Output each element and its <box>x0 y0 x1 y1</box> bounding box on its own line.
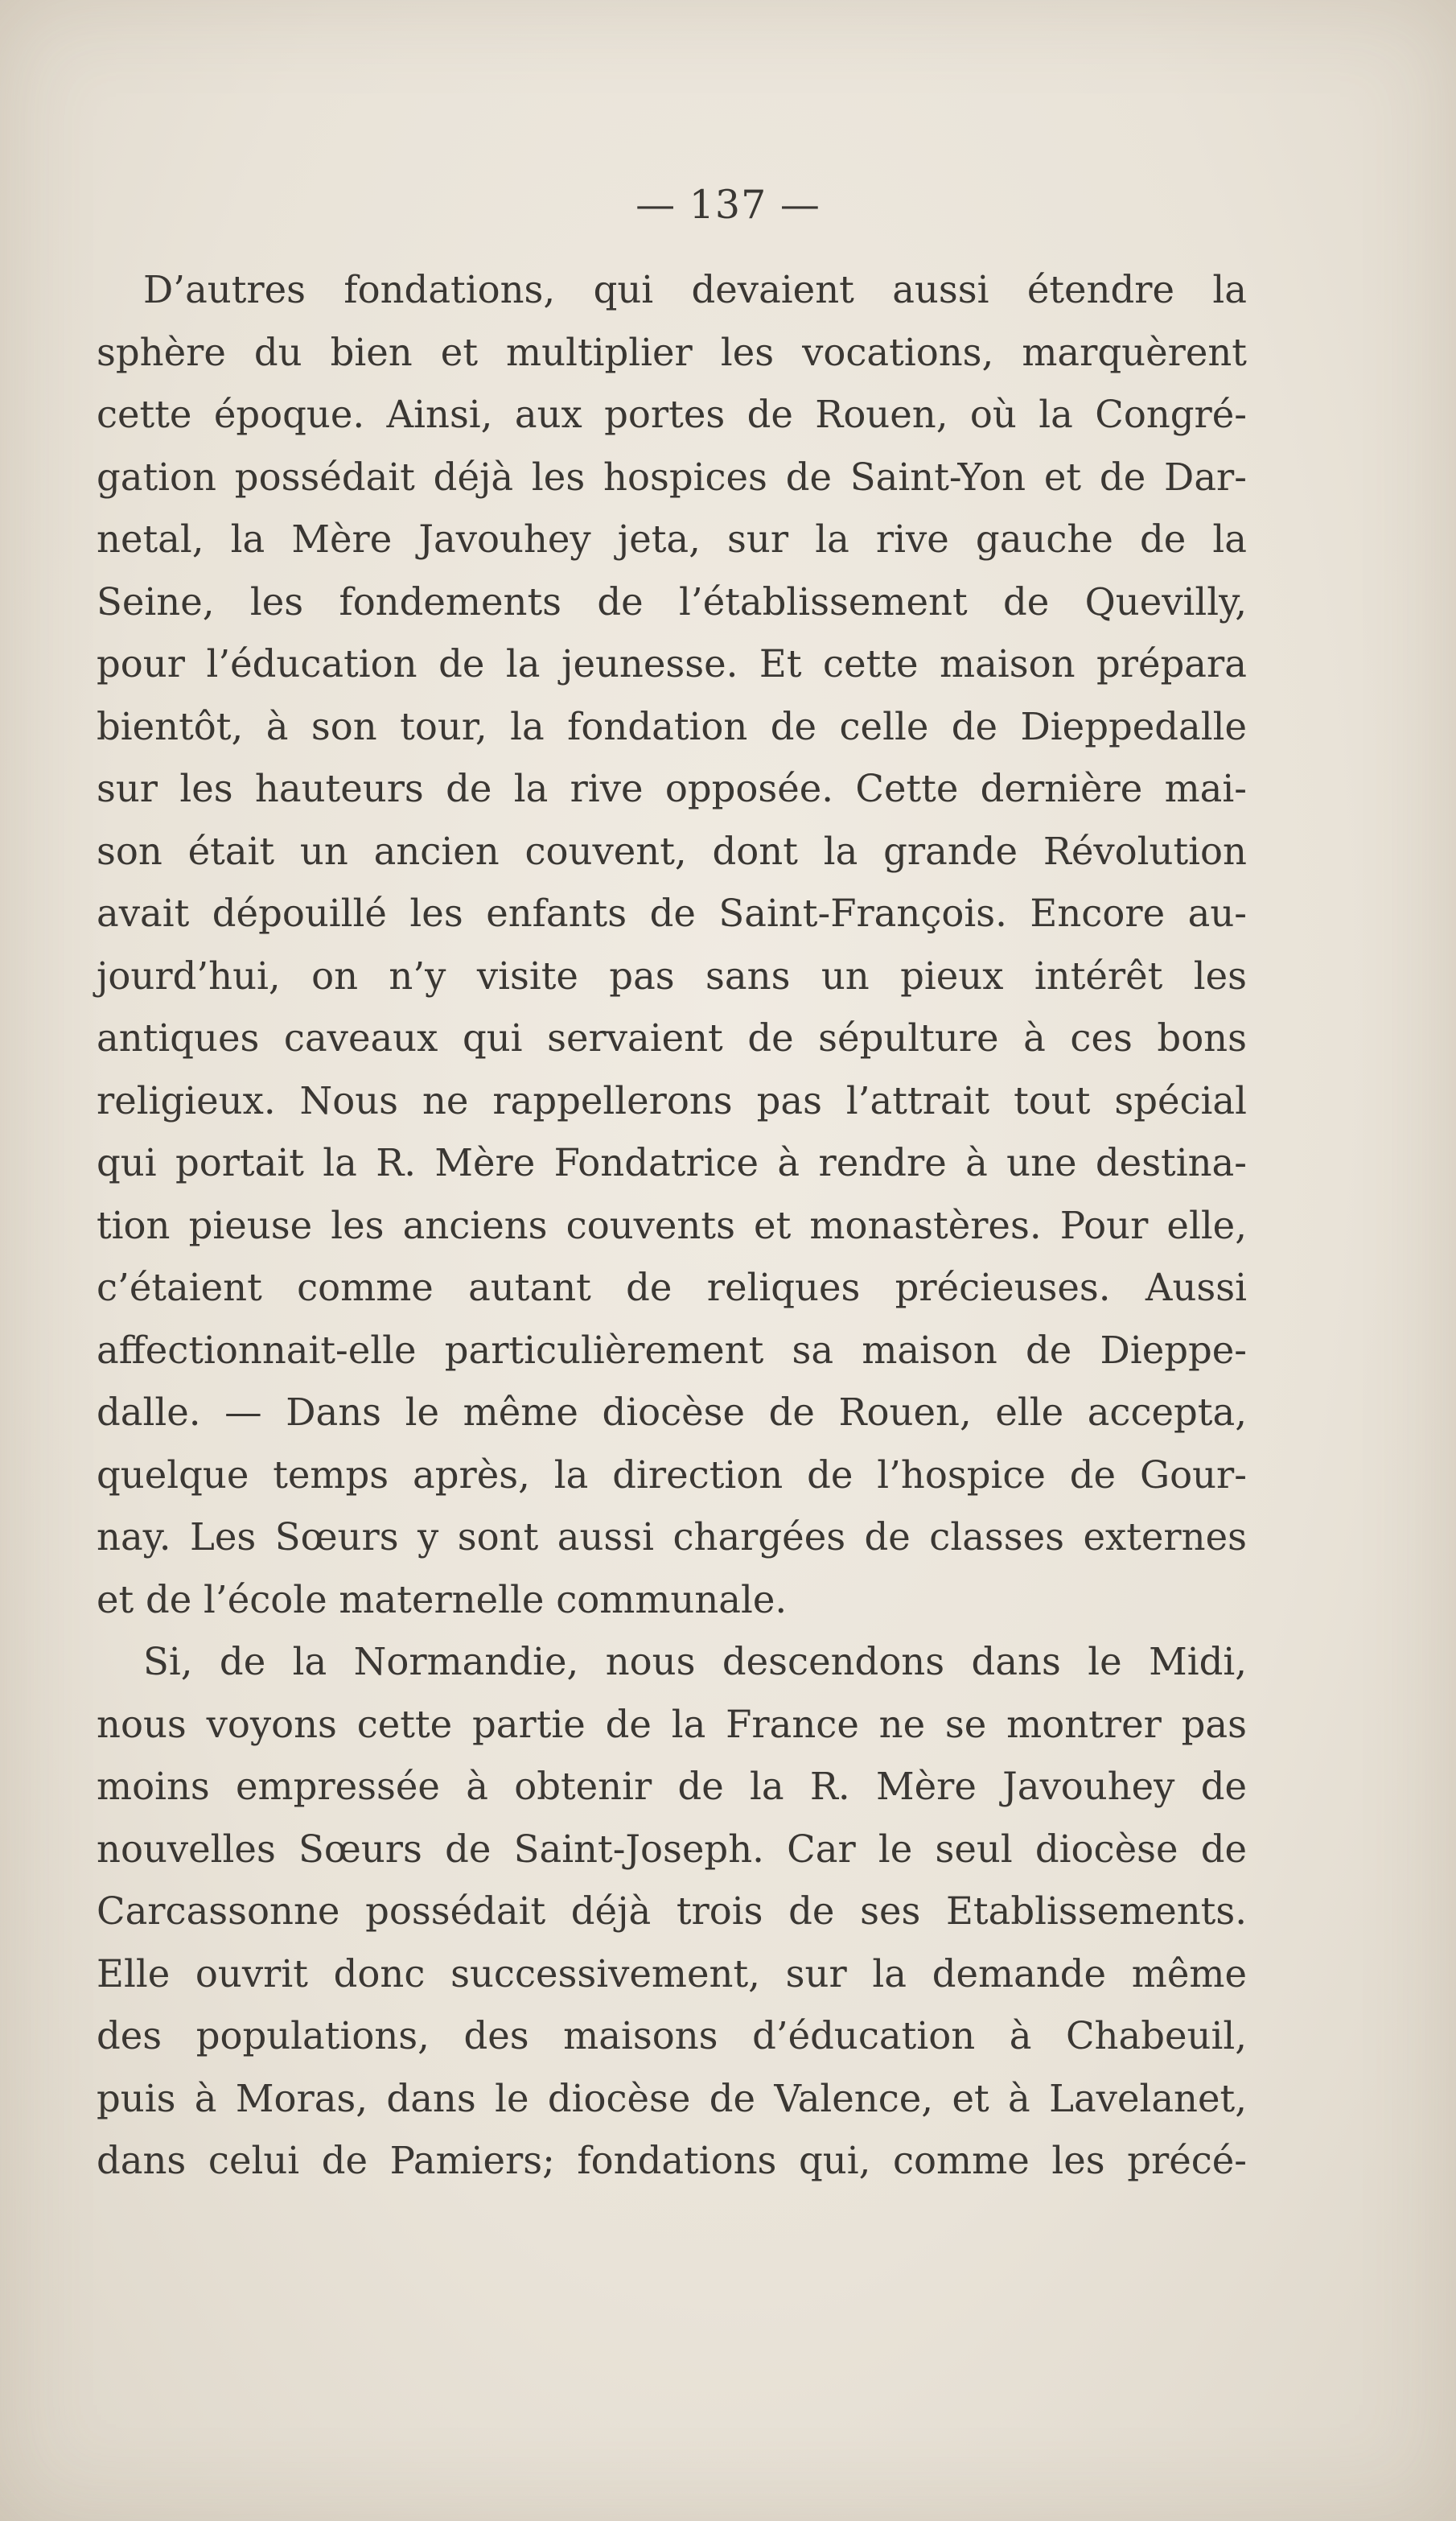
text-line: sphère du bien et multiplier les vocations, marquèrent <box>97 330 1247 374</box>
text-line: tion pieuse les anciens couvents et monastères. Pour elle, <box>97 1203 1247 1247</box>
text-line: dalle. — Dans le même diocèse de Rouen, elle accepta, <box>97 1390 1247 1434</box>
text-line: gation possédait déjà les hospices de Saint-Yon et de Dar- <box>97 455 1247 499</box>
page-number: — 137 — <box>635 182 821 228</box>
text-line: qui portait la R. Mère Fondatrice à rendre à une destina- <box>97 1141 1247 1184</box>
text-line: sur les hauteurs de la rive opposée. Cette dernière mai- <box>97 767 1247 810</box>
paragraph-2 <box>97 1631 1247 2193</box>
text-line: Si, de la Normandie, nous descendons dans le Midi, <box>143 1640 1247 1683</box>
text-line: Elle ouvrit donc successivement, sur la demande même <box>97 1951 1247 1996</box>
paragraph-1 <box>97 259 1247 1631</box>
text-line: puis à Moras, dans le diocèse de Valence, et à Lavelanet, <box>97 2076 1247 2120</box>
text-line: cette époque. Ainsi, aux portes de Rouen, où la Congré- <box>97 393 1247 436</box>
text-line: jourd’hui, on n’y visite pas sans un pieux intérêt les <box>97 954 1247 998</box>
text-line: quelque temps après, la direction de l’hospice de Gour- <box>97 1452 1247 1497</box>
text-line: Carcassonne possédait déjà trois de ses Etablissements. <box>97 1889 1247 1933</box>
text-line: c’étaient comme autant de reliques précieuses. Aussi <box>97 1266 1247 1309</box>
text-line: netal, la Mère Javouhey jeta, sur la rive gauche de la <box>97 517 1247 561</box>
text-line: moins empressée à obtenir de la R. Mère Javouhey de <box>97 1765 1247 1808</box>
text-line: nous voyons cette partie de la France ne se montrer pas <box>97 1702 1247 1746</box>
text-line: Seine, les fondements de l’établissement de Quevilly, <box>97 579 1247 624</box>
text-line: antiques caveaux qui servaient de sépulture à ces bons <box>97 1016 1247 1060</box>
text-line: son était un ancien couvent, dont la grande Révolution <box>97 829 1247 873</box>
text-line: et de l’école maternelle communale. <box>97 1577 788 1621</box>
text-line: dans celui de Pamiers; fondations qui, comme les précé- <box>97 2139 1247 2182</box>
text-line: des populations, des maisons d’éducation à Chabeuil, <box>97 2014 1247 2058</box>
text-line: religieux. Nous ne rappellerons pas l’attrait tout spécial <box>97 1078 1247 1123</box>
text-line: nay. Les Sœurs y sont aussi chargées de classes externes <box>97 1515 1247 1559</box>
body-text <box>97 259 1247 2193</box>
text-line: avait dépouillé les enfants de Saint-François. Encore au- <box>97 892 1247 935</box>
text-line: nouvelles Sœurs de Saint-Joseph. Car le seul diocèse de <box>97 1827 1247 1871</box>
text-line: pour l’éducation de la jeunesse. Et cette maison prépara <box>97 642 1247 686</box>
text-line: D’autres fondations, qui devaient aussi étendre la <box>143 268 1247 311</box>
text-line: affectionnait-elle particulièrement sa maison de Dieppe- <box>97 1328 1247 1372</box>
text-line: bientôt, à son tour, la fondation de celle de Dieppedalle <box>97 704 1247 748</box>
